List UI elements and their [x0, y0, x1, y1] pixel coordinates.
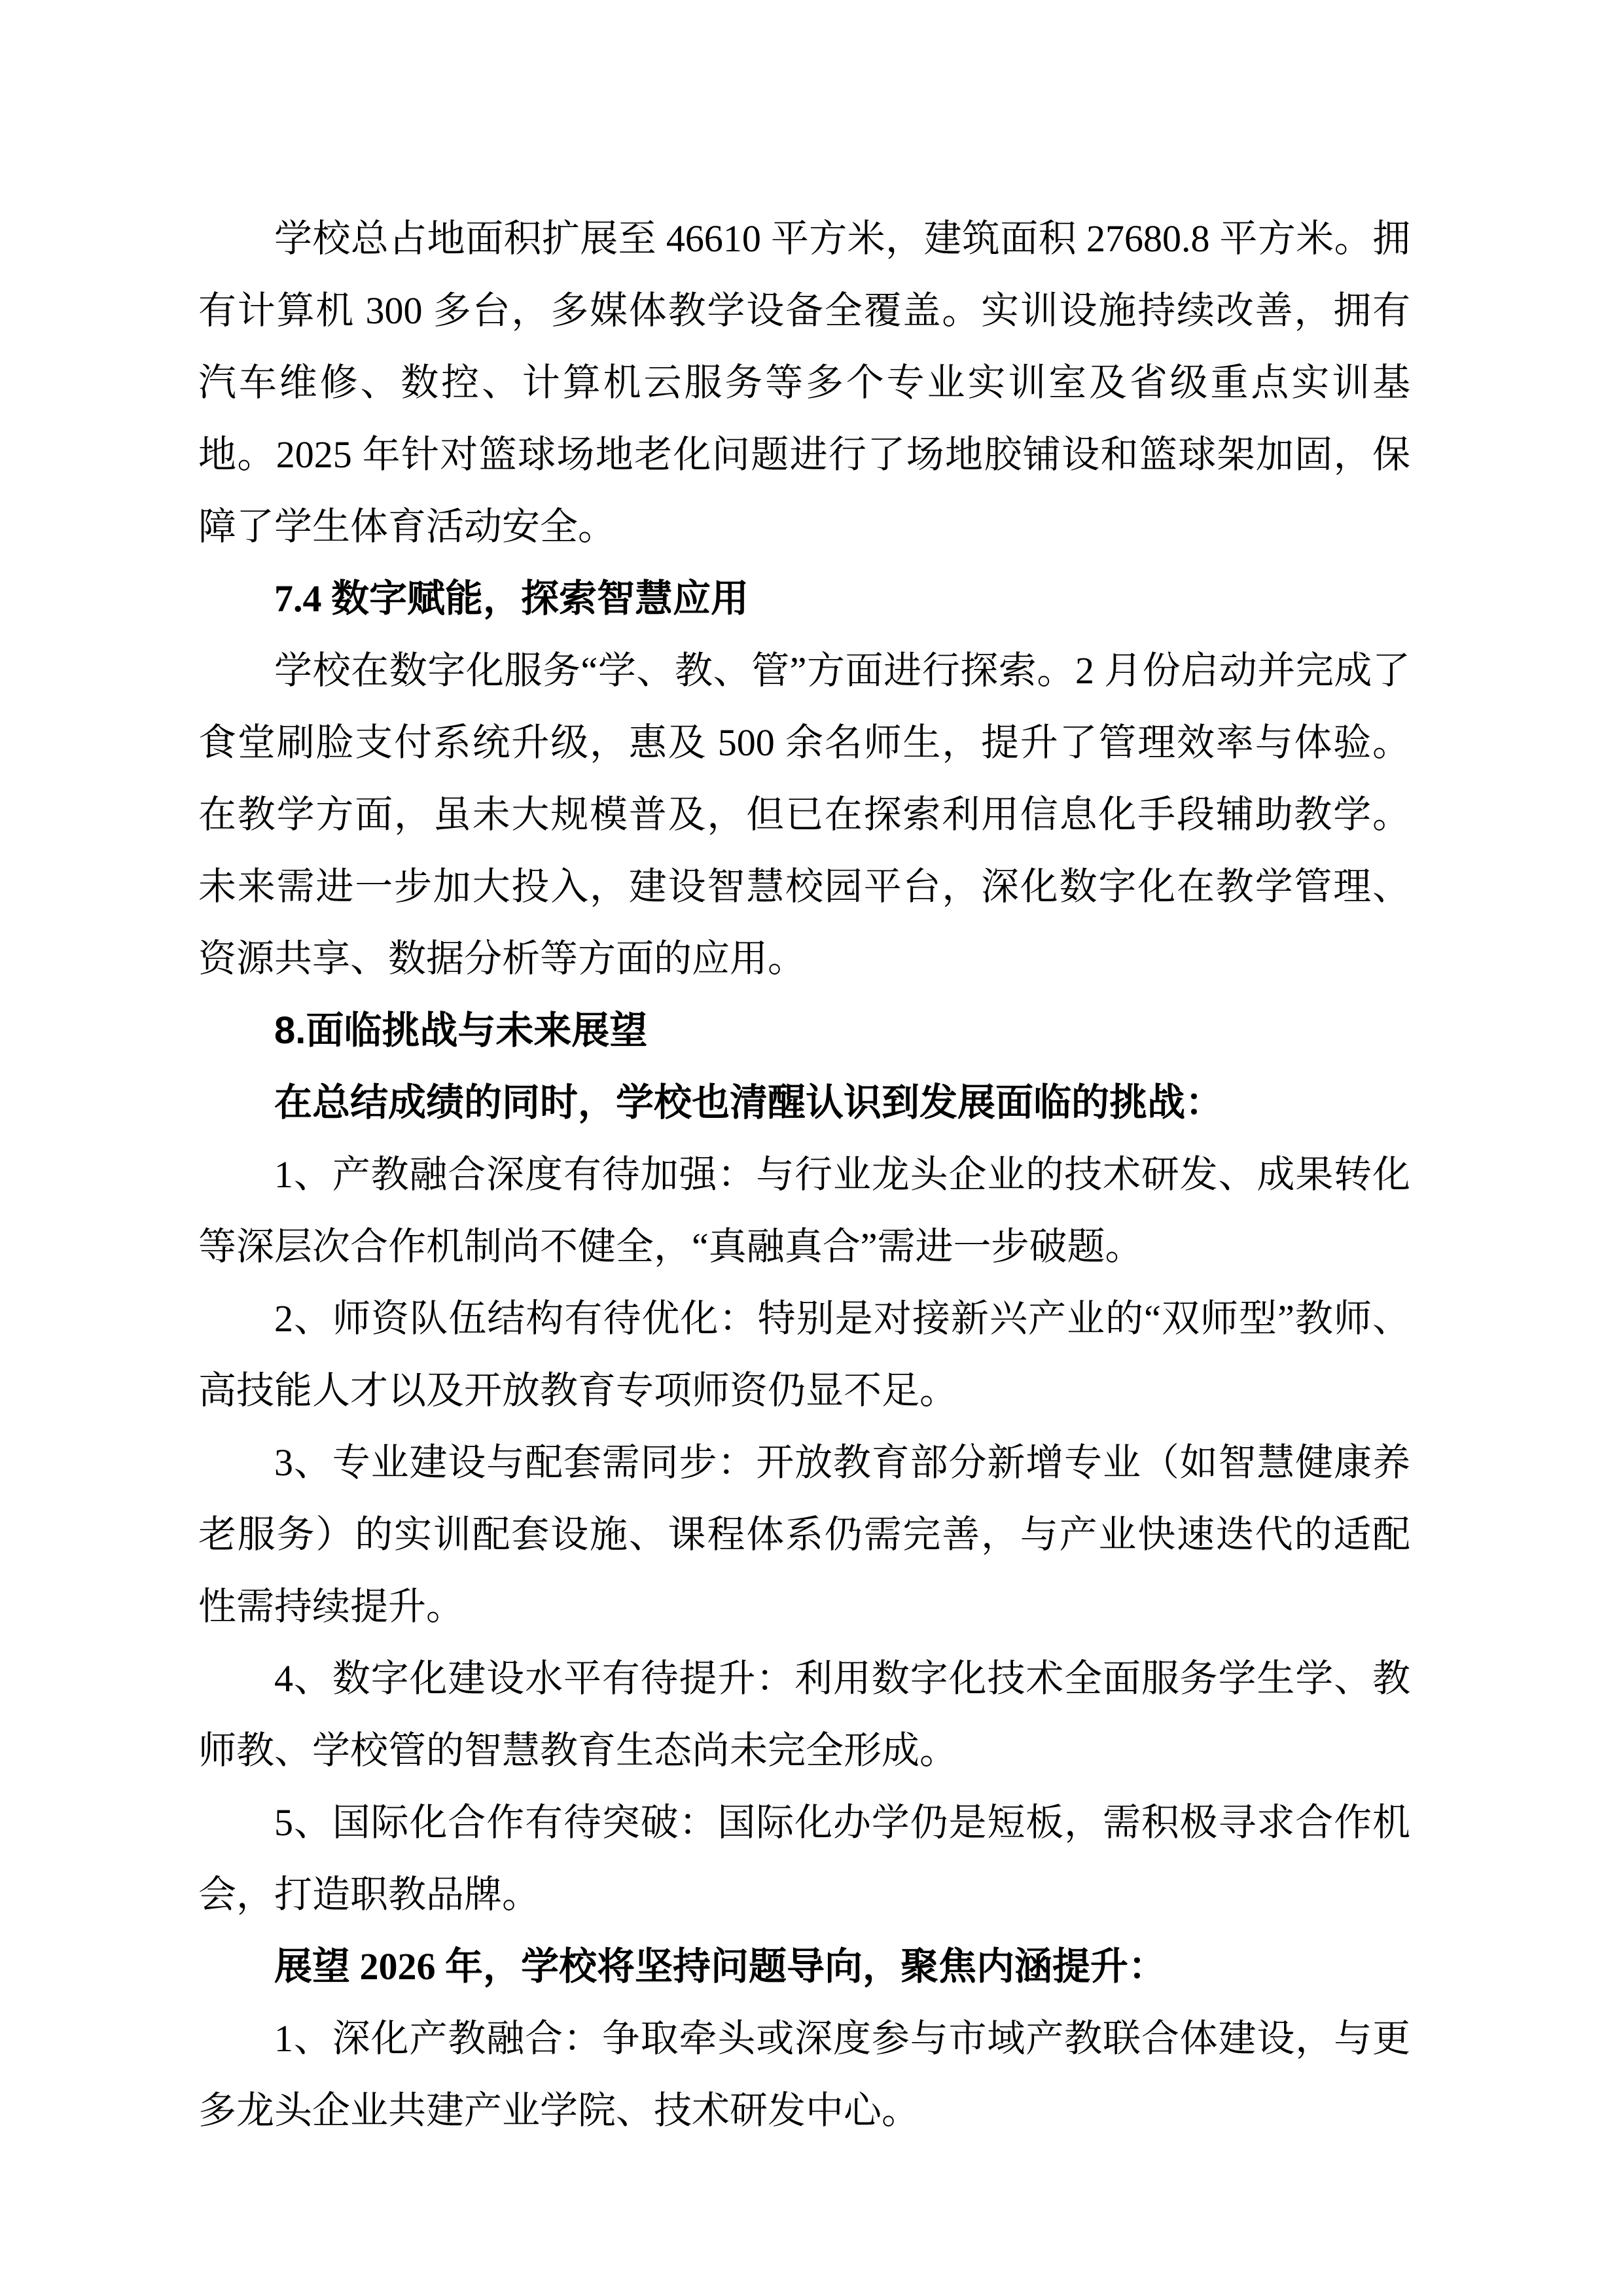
paragraph: 1、产教融合深度有待加强：与行业龙头企业的技术研发、成果转化等深层次合作机制尚不健全，“真融真合”需进一步破题。: [198, 1153, 1410, 1268]
paragraph: 学校总占地面积扩展至 46610 平方米，建筑面积 27680.8 平方米。拥有计算机 300 多台，多媒体教学设备全覆盖。实训设施持续改善，拥有汽车维修、数控、计算机云服务等多个专业实训室及省级重点实训基地。2025 年针对篮球场地老化问题进行了场地胶铺设和篮球架加固，保障了学生体育活动安全。: [198, 217, 1410, 548]
paragraph: 学校在数字化服务“学、教、管”方面进行探索。2 月份启动并完成了食堂刷脸支付系统升级，惠及 500 余名师生，提升了管理效率与体验。在教学方面，虽未大规模普及，但已在探索利用信息化手段辅助教学。未来需进一步加大投入，建设智慧校园平台，深化数字化在教学管理、资源共享、数据分析等方面的应用。: [198, 649, 1410, 980]
paragraph: 在总结成绩的同时，学校也清醒认识到发展面临的挑战：: [274, 1081, 1224, 1124]
document-body: [198, 203, 1410, 2147]
paragraph: 5、国际化合作有待突破：国际化办学仍是短板，需积极寻求合作机会，打造职教品牌。: [198, 1801, 1410, 1916]
section-heading: 8.面临挑战与未来展望: [274, 1009, 648, 1052]
paragraph: 1、深化产教融合：争取牵头或深度参与市域产教联合体建设，与更多龙头企业共建产业学院、技术研发中心。: [198, 2017, 1410, 2132]
paragraph: 展望 2026 年，学校将坚持问题导向，聚焦内涵提升：: [274, 1945, 1167, 1988]
section-heading: 7.4 数字赋能，探索智慧应用: [274, 577, 749, 620]
paragraph: 2、师资队伍结构有待优化：特别是对接新兴产业的“双师型”教师、高技能人才以及开放教育专项师资仍显不足。: [198, 1297, 1410, 1412]
paragraph: 3、专业建设与配套需同步：开放教育部分新增专业（如智慧健康养老服务）的实训配套设施、课程体系仍需完善，与产业快速迭代的适配性需持续提升。: [198, 1441, 1410, 1628]
paragraph: 4、数字化建设水平有待提升：利用数字化技术全面服务学生学、教师教、学校管的智慧教育生态尚未完全形成。: [198, 1657, 1410, 1772]
